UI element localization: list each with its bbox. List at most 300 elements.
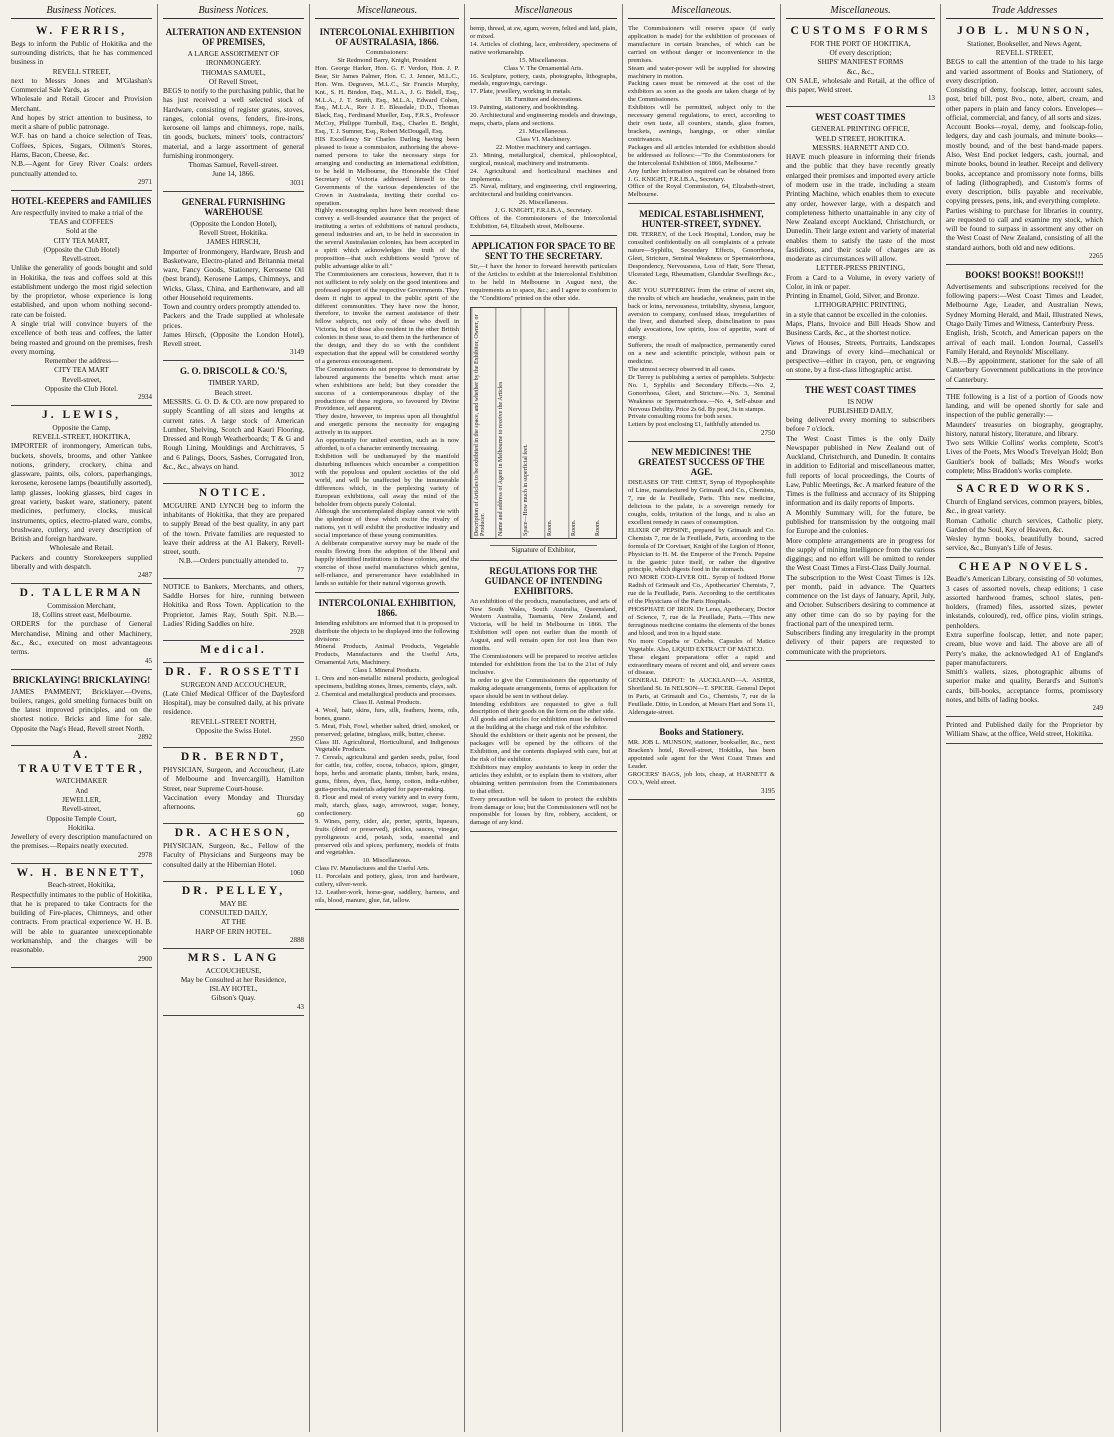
ad-title: DR. BERNDT, <box>180 751 287 764</box>
form-column: Room. <box>544 308 568 538</box>
ad-text: 17. Plate, jewellery, working in metals. <box>470 88 572 96</box>
ad-text: MCGUIRE AND LYNCH beg to inform the inhabitants of Hokitika, that they are prepared to supply Bread of the best quality, in any part of the town. Private families are requested to leave their address at the A1 Bakery, Revell-street, south. <box>163 500 304 557</box>
ad-text: 5. Meat, Fish, Fowl, whether salted, dried, smoked, or preserved; gelatine, isinglass, milk, butter, cheese. <box>315 722 459 738</box>
ad-number: 2950 <box>290 735 304 744</box>
ad-title: BRICKLAYING! BRICKLAYING! <box>12 674 151 685</box>
ad-text: Revell-street. <box>61 254 102 264</box>
ad-text: Extra superfine foolscap, letter, and note paper; cream, blue wove and laid. The above are all of Perry's make, the acknowledged A1 of England's paper manufacturers. <box>946 630 1103 667</box>
ad-text: THOMAS SAMUEL, <box>201 67 266 77</box>
ad-text: CITY TEA MART, <box>53 235 110 245</box>
ad-title: CUSTOMS FORMS <box>790 25 931 37</box>
column-4 <box>465 4 623 1432</box>
advertisement <box>470 22 617 236</box>
advertisement <box>163 579 304 641</box>
ad-title: Books and Stationery. <box>659 726 744 737</box>
ad-text: Letters by post enclosing £1, faithfully attended to. <box>628 421 761 429</box>
advertisement <box>163 22 304 192</box>
ad-text: NO MORE COD-LIVER OIL. Syrup of Iodized Horse Radish of Grimault and Co., Apothecaries' Chemists, 7, rue de la Feuillade, Paris. According to the certificates of the Physicians of the Paris Hospitals. <box>628 574 775 606</box>
column-6 <box>781 4 941 1432</box>
ad-text: ISLAY HOTEL, <box>209 984 258 994</box>
advertisement <box>163 361 304 484</box>
ad-text: REVELL STREET, <box>52 66 111 76</box>
ad-text: Gibson's Quay. <box>211 993 256 1003</box>
ad-text: DR. TERREY, of the Lock Hospital, London, may be consulted confidentially on all complaints of a private nature—Syphilis, Secondary Effects, Gonorrhoea, Gleet, Stricture, Seminal Weakness or Spermatorrhoea, Despondency, Nervousness, Loss of Hair, Sore Throat, Ulcerated Legs, Rheumatism, Glandular Swellings &c., &c. <box>628 231 775 286</box>
ad-text: An opportunity for united exertion, such as is now afforded, is of a character eminently increasing. <box>315 437 459 453</box>
ad-title: NOTICE. <box>198 487 269 500</box>
ad-title: W. H. BENNETT, <box>16 866 147 879</box>
ad-text: (Opposite the Club Hotel) <box>43 244 120 254</box>
ad-text: in a style that cannot be excelled in the colonies. <box>786 309 928 319</box>
ad-text: JAMES PAMMENT, Bricklayer.—Ovens, boilers, ranges, gold smelting furnaces built on the latest improved principles, and on the shortest notice. Bricks and lime for sale. Opposite the Nag's Head, Revell street North. <box>11 686 152 733</box>
ad-text: Respectfully intimates to the public of Hokitika, that he is prepared to take Contracts for the building of Fire-places, Chimneys, and other contracts. From practical experience W. H. B. will be able to guarantee unexceptionable workmanship, and the charges will be reasonable. <box>11 889 152 955</box>
ad-title: DR. PELLEY, <box>181 884 286 897</box>
advertisement <box>11 584 152 669</box>
ad-text: The subscription to the West Coast Times is 12s. per month, paid in advance. The Quarters commence on the 1st days of January, April, July, and October. Subscribers desiring to commence at any other time can do so by paying for the fractional part of the unexpired term. <box>786 572 935 628</box>
ad-text: being delivered every morning to subscribers before 7 o'clock. <box>786 415 935 434</box>
ad-text: Subscribers finding any irregularity in the prompt delivery of their papers are requested to communicate with the proprietors. <box>786 628 935 656</box>
ad-text: More complete arrangements are in progress for the supply of mining intelligence from the various diggings; and no effort will be omitted to render the West Coast Times a First-Class Daily Journal. <box>786 535 935 573</box>
advertisement <box>11 22 152 191</box>
ad-text: Class I. Mineral Products. <box>353 667 421 675</box>
ad-title: MRS. LANG <box>187 951 280 964</box>
advertisement <box>315 593 459 910</box>
ad-text: W.F. has on hand a choice selection of Teas, Coffees, Spices, Sugars, Oilmen's Stores, Hams, Bacon, Cheese, &c. <box>11 131 152 159</box>
ad-title: CHEAP NOVELS. <box>958 560 1091 573</box>
advertisement <box>628 442 775 722</box>
ad-text: BEGS to call the attention of the trade to his large and varied assortment of Books and Stationery, of every description. <box>946 57 1103 85</box>
ad-text: JAMES HIRSCH, <box>206 237 261 247</box>
column-header: Trade Addresses <box>946 4 1103 19</box>
ad-number: 2928 <box>290 628 304 637</box>
ad-text: PHYSICIAN, Surgeon, and Accoucheur, (Late of Melbourne and Invercargill), Hamilton Street, near Supreme Court-house. <box>163 765 304 793</box>
advertisement <box>628 22 775 204</box>
signature-line: Signature of Exhibitor, <box>490 545 597 554</box>
ad-text: Remember the address— <box>44 356 119 366</box>
ad-text: An exhibition of the products, manufactures, and arts of New South Wales, South Australia, Queensland, Western Australia, Tasmania, New Zealand, and Victoria, will be held in Melbourne in 1866. The Exhibition will open not earlier than the month of August, and will remain open for not less than two months. <box>470 597 617 653</box>
ad-number: 77 <box>297 565 304 574</box>
ad-title: W. FERRIS, <box>35 25 128 37</box>
ad-text: Offices of the Commissioners of the Intercolonial Exhibition, 64, Elizabeth street, Melbourne. <box>470 215 617 231</box>
ad-text: Begs to inform the Public of Hokitika and the surrounding districts, that he has commenced business in <box>11 38 152 67</box>
ad-number: 2900 <box>138 954 152 963</box>
ad-text: Revell Street, Hokitika. <box>199 227 268 237</box>
ad-text: Packers and the Trade supplied at wholesale prices. <box>163 311 304 330</box>
ad-text: HIS Excellency Sir Charles Darling having been pleased to issue a commission, authorising the above-named persons to take the necessary steps for arranging and conducting an international exhibition, to be held in Melbourne, the Honorable the Chief Secretary of Victoria addressed himself to the Governments of the various dependencies of the Crown in Australasia, inviting their cordial co-operation. <box>315 136 459 207</box>
advertisement <box>11 864 152 968</box>
ad-text: DISEASES OF THE CHEST, Syrup of Hypophosphite of Lime, manufactured by Grimault and Co., Chemists, 7, rue de la Feuillade, Paris. This new medicine, delicious to the palate, is a sovereign remedy for coughs, colds, irritation of the lungs, and is also an excellent remedy in cases of consumption. <box>628 479 775 526</box>
advertisement <box>786 380 935 661</box>
ad-number: 3012 <box>290 471 304 480</box>
ad-text: IMPORTER of ironmongery, American tubs, buckets, shovels, brooms, and other Yankee notions, grindery, crockery, china and glassware, paints, oils, colors, paperhangings, kerosene, kerosene lamps (beautifully assorted), lamp glasses, looking glasses, bird cages in great variety, basket ware, stationery, patent medicines, perfumery, clocks, musical instruments, optics, electro-plated ware, combs, brushware, cutlery, and every description of British and foreign hardware. <box>11 441 152 544</box>
ad-text: BEGS to notify to the purchasing public, that he has just received a well selected stock of Hardware, consisting of register grates, stoves, ranges, colonial ovens, fenders, fire-irons, kerosene oil lamps and chimneys, rope, nails, tin goods, buckets, miners' tools, contractors' material, and a large assortment of general furnishing ironmongery. <box>163 86 304 160</box>
ad-text: Importer of Ironmongery, Hardware, Brush and Basketware, Electro-plated and Britannia metal ware, Fancy Goods, Stationery, Kerosene Oil (best brand), Kerosene Lamps, Chimneys, and Wicks, Glass, China, and Earthenware, and all other Household requirements. <box>163 246 304 302</box>
ad-text: Town and country orders promptly attended to. <box>163 302 301 312</box>
ad-text: JEWELLER, <box>62 794 101 804</box>
ad-text: Maunders' treasuries on biography, geography, history, natural history, literature, and library. <box>946 419 1103 438</box>
ad-title: MEDICAL ESTABLISHMENT, HUNTER-STREET, SYDNEY. <box>639 209 764 230</box>
ad-text: ELIXIR OF PEPSINE, prepared by Grimault and Co. Chemists 7, rue de la Feuillade, Paris, according to the formula of Dr Corvisart, Knight of the Legion of Honor, Physician to H. M. the Emperor of the French. Pepsine is the gastric juice itself, or rather the digestive principle, which digests food in the stomach. <box>628 526 775 574</box>
ad-title: Medical. <box>200 644 267 657</box>
ad-number: 3195 <box>761 786 775 795</box>
advertisement <box>470 561 617 833</box>
ad-text: ACCOUCHEUSE, <box>205 965 262 975</box>
advertisement <box>163 949 304 1016</box>
ad-text: MESSRS. G. O. D. & CO. are now prepared to supply Scantling of all sizes and lengths at current rates. A large stock of American Lumber, Shelving, Scotch and Kauri Flooring, Dressed and Rough Weatherboards; T & G and Rough Lining, Mouldings and Architraves, 5 and 6 Palings, Doors, Sashes, Corrugated Iron, &c., &c., always on hand. <box>163 396 304 471</box>
ad-text: Revell-street, <box>61 374 102 384</box>
ad-text: A single trial will convince buyers of the excellence of both teas and coffees, the latter being roasted and ground on the premises, fresh every morning. <box>11 318 152 356</box>
advertisement <box>628 722 775 800</box>
ad-text: Private consulting rooms for both sexes. <box>628 413 733 421</box>
advertisement <box>163 663 304 748</box>
advertisement <box>946 22 1103 265</box>
advertisement <box>315 22 459 593</box>
advertisement <box>11 746 152 864</box>
ad-text: Maps, Plans, Invoice and Bill Heads Show and Business Cards, &c., at the shortest notice. <box>786 318 935 338</box>
ad-number: 2487 <box>138 571 152 580</box>
ad-title: APPLICATION FOR SPACE TO BE SENT TO THE SECRETARY. <box>471 240 616 261</box>
advertisement <box>11 670 152 746</box>
ad-text: 18. Furniture and decorations. <box>504 96 583 104</box>
ad-text: And hopes by strict attention to business, to merit a share of public patronage. <box>11 112 152 132</box>
ad-text: May be Consulted at her Residence, <box>180 974 287 984</box>
ad-title: DR. ACHESON, <box>174 827 293 840</box>
ad-text: &c., &c., <box>847 66 874 76</box>
application-form-table <box>470 307 617 539</box>
ad-text: PUBLISHED DAILY, <box>828 405 893 415</box>
ad-text: Office of the Royal Commission, 64, Elizabeth-street, Melbourne. <box>628 183 775 199</box>
ad-text: Beadle's American Library, consisting of 50 volumes, 3 cases of assorted novels, cheap editions; 1 case assorted hardwood frames, school slates, pen-holders, (framed) files, assorted sizes, pewter inkstands, coloured), red, office pins, violin strings, penholders. <box>946 574 1103 630</box>
ad-text: SHIPS' MANIFEST FORMS <box>817 57 904 67</box>
advertisement <box>163 882 304 949</box>
ad-text: TEAS and COFFEES <box>49 217 114 227</box>
ad-text: Two sets Wilkie Collins' works complete, Scott's Lives of the Poets, Mrs Wood's Trevelyan Hold; Bon Gaultier's book of ballads; Mrs Wood's works complete; Miss Braddon's works complete. <box>946 438 1103 475</box>
ad-text: 12. Leather-work, horse-gear, saddlery, harness, and oils, blood, manure, glue, fat, tallow. <box>315 889 459 904</box>
ad-number: 45 <box>145 656 152 665</box>
form-column: Name and address of Agent in Melbourne to receive the Articles <box>495 308 519 538</box>
ad-text: THE following is a list of a portion of Goods now landing, and will be opened shortly for sale and inspection of the public generally:— <box>946 391 1103 420</box>
ad-text: Parties wishing to purchase for libraries in country, are requested to call and examine my stock, which will be found to surpass in assortment any other on the West Coast of New Zealand, consisting of all the standard authors, both old and new editions. <box>946 205 1103 252</box>
ad-text: Opposite Temple Court, <box>46 813 117 823</box>
ad-text: ORDERS for the purchase of General Merchandise, Mining and other Machinery, &c., &c., executed on most advantageous terms. <box>11 619 152 657</box>
ad-title: J. LEWIS, <box>41 409 122 422</box>
ad-text: Thomas Samuel, Revell-street. <box>188 160 279 170</box>
ad-text: HAVE much pleasure in informing their friends and the public that they have recently greatly enlarged their premises and imported every article of modern use in the trade, including a steam Printing Machine, which enables them to execute any order, however large, with a despatch and completeness hitherto unattainable in any city of New Zealand except Auckland, Christchurch, or Dunedin. Their large extent and variety of material enables them to satisfy the taste of the most fastidious, and their scale of charges are as moderate as circumstances will allow. <box>786 152 935 264</box>
ad-text: Mineral Products, Animal Products, Vegetable Products, Manufactures and the Useful Arts, Ornamental Arts, Machinery. <box>315 643 459 667</box>
ad-text: Exhibition will be undismayed by the manifold disturbing influences which encumber a competition with the populous and opulent societies of the old world, and will be unaffected by the innumerable differences which, in the perplexing variety of European exhibitions, call away the mind of the beholder from objects purely Colonial. <box>315 453 459 508</box>
ad-text: 24. Agricultural and horticultural machines and implements. <box>470 167 617 183</box>
ad-text: MR. JOB L. MUNSON, stationer, bookseller, &c., next Bracken's hotel, Revell-street, Hokitika, has been appointed sole agent for the West Coast Times and Leader. <box>628 738 775 770</box>
ad-number: 3031 <box>290 178 304 187</box>
column-2 <box>158 4 310 1432</box>
ad-text: Hokitika. <box>67 822 96 832</box>
ad-text: LITHOGRAPHIC PRINTING, <box>814 300 907 310</box>
ad-number: 60 <box>297 811 304 820</box>
ad-number: 2978 <box>138 850 152 859</box>
ad-text: The Commissioners do not propose to demonstrate by laboured arguments the benefits which must arise when exhibitions are held; but they consider the success of a contemporaneous display of the productions of these regions, so favoured by Divine Providence, self apparent. <box>315 365 459 413</box>
ad-text: 23. Mining, metallurgical, chemical, philosophical, surgical, musical, machinery and instruments. <box>470 151 617 167</box>
ad-title: D. TALLERMAN <box>19 587 144 600</box>
column-1 <box>6 4 158 1432</box>
ad-text: 2. Chemical and metallurgical products and processes. <box>315 690 457 698</box>
ad-text: FOR THE PORT OF HOKITIKA, <box>810 38 911 48</box>
advertisement <box>163 824 304 882</box>
ad-title: NEW MEDICINES! THE GREATEST SUCCESS OF THE AGE. <box>638 447 765 478</box>
ad-text: ARE YOU SUFFERING from the crime of secret sin, the results of which are headache, weakness, pain in the back or loins, nervousness, irritability, shyness, languor, aversion to company, confused ideas, irregularities of the liver, and disturbed sleep, disinclination to pass daily avocations, low spirits, loss of appetite, want of energy. <box>628 286 775 342</box>
advertisement <box>946 717 1103 744</box>
ad-text: Views of Houses, Streets, Portraits, Landscapes and Drawings of every kind—mechanical or perspective—either in crayon, pen, or engraving on stone, by a first-class lithographic artist. <box>786 337 935 375</box>
column-header: Miscellaneous. <box>315 4 459 19</box>
ad-text: Wesley hymn books, beautifully bound, sacred service, &c., Bunyan's Life of Jesus. <box>946 534 1103 553</box>
ad-text: Are respectfully invited to make a trial of the <box>11 207 143 217</box>
ad-text: Class IV. Manufactures and the Useful Arts. <box>315 865 430 873</box>
ad-text: Every precaution will be taken to protect the exhibits from damage or loss; but the Commissioners will not be responsible for losses by fire, robbery, accident, or damage of any kind. <box>470 795 617 827</box>
ad-text: 4. Wool, hair, skins, furs, silk, feathers, horns, oils, bones, guano. <box>315 706 459 722</box>
ad-text: 10. Miscellaneous. <box>362 857 412 865</box>
ad-text: HARP OF ERIN HOTEL. <box>195 926 272 936</box>
ad-text: REVELL-STREET, HOKITIKA, <box>32 432 131 442</box>
ad-text: Opposite the Camp, <box>52 422 111 432</box>
column-5 <box>623 4 781 1432</box>
ad-text: 22. Motive machinery and carriages. <box>495 143 592 151</box>
ad-text: Jewellery of every description manufactured on the premises.—Repairs neatly executed. <box>11 832 152 851</box>
ad-title: DR. F. ROSSETTI <box>165 665 302 678</box>
ad-text: GROCERS' BAGS, job lots, cheap, at HARNETT & CO.'s, Weld street. <box>628 770 775 786</box>
ad-text: PHOSPHATE OF IRON. Dr Leras, Apothecary, Doctor of Science, 7, rue de la Feuillade, Paris.—This new ferruginous medicine contains the elements of the bones and blood, and iron in a liquid state. <box>628 606 775 637</box>
ad-text: No more Copaiba or Cubebs. Capsules of Matico Vegetable. Also, LIQUID EXTRACT OF MATICO. <box>628 637 775 653</box>
ad-text: AT THE <box>221 917 246 927</box>
ad-text: Class VI. Machinery. <box>515 135 572 143</box>
ad-text: Beach street. <box>214 387 253 397</box>
ad-title: JOB L. MUNSON, <box>957 25 1092 37</box>
ad-text: Although the uncontemplated display cannot vie with the splendour of those which excite the rivalry of nations, yet it will exhibit the productive industry and social importance of these young communities. <box>315 508 459 540</box>
ad-title: HOTEL-KEEPERS and FAMILIES <box>11 195 152 206</box>
ad-text: Sold at the <box>65 226 98 236</box>
advertisement <box>163 192 304 362</box>
ad-text: Packers and country Storekeepers supplied liberally and with despatch. <box>11 552 152 571</box>
ad-text: Vaccination every Monday and Thursday afternoons. <box>163 792 304 812</box>
advertisement <box>946 480 1103 557</box>
ad-text: The Commissioners are conscious, however, that it is not sufficient to rely solely on the good intentions and professed support of the respective Governments. They deem it right to appeal to the public spirit of the different communities. They have now the honor, therefore, to invoke the earnest assistance of their fellow subjects, not only of those who dwell in Victoria, but of those also resident in the other British colonies in these seas, to aid them in the furtherance of the design, and they do so with the confident expectation that the appeal will be considered worthy of a generous encouragement. <box>315 270 459 365</box>
advertisement <box>946 265 1103 389</box>
ad-text: They desire, however, to impress upon all thoughtful and energetic persons the necessity for engaging actively in its support. <box>315 413 459 437</box>
ad-text: 11. Porcelain and pottery, glass, iron and hardware, cutlery, silver-work. <box>315 873 459 889</box>
ad-text: James Hirsch, (Opposite the London Hotel), Revell street. <box>163 329 304 349</box>
ad-title: INTERCOLONIAL EXHIBITION OF AUSTRALASIA, 1866. <box>319 27 455 47</box>
column-header: Business Notices. <box>163 4 304 19</box>
ad-title: SACRED WORKS. <box>956 483 1093 496</box>
ad-text: Beach-street, Hokitika, <box>47 880 116 890</box>
ad-text: next to Messrs Jones and M'Glashan's Commercial Sale Yards, as <box>11 75 152 95</box>
column-header: Miscellaneous. <box>628 4 775 19</box>
ad-text: Dr Terrey is publishing a series of pamphlets. Subjects: No. 1, Syphilis and Secondary Effects.—No. 2, Gonorrhoea, Gleet, and Stricture.—No. 3, Seminal Weakness or Spermatorrhoea.—No. 4, Self-abuse and Nervous Debility. Price 2s 6d. By post, 3s in stamps. <box>628 373 775 413</box>
ad-text: Advertisements and subscriptions received for the following papers:—West Coast Times and Leader, Melbourne Age, Leader, and Australian News, Sydney Morning Herald, and Mail, Illustrated News, Otago Daily Times and Witness, Canterbury Press. <box>946 281 1103 328</box>
ad-number: 2888 <box>290 935 304 944</box>
ad-text: REVELL-STREET NORTH, <box>190 716 277 726</box>
ad-text: 19. Painting, stationery, and bookbinding. <box>470 104 579 112</box>
ad-text: Sufferers, the result of malpractice, permanently cured on a new and scientific principle, without pain or medicine. <box>628 342 775 366</box>
ad-text: CITY TEA MART <box>54 365 109 375</box>
ad-number: 2971 <box>138 177 152 186</box>
column-header: Miscellaneous <box>470 4 617 19</box>
ad-number: 13 <box>928 94 935 103</box>
ad-text: Intending exhibitors are requested to give a full description of their goods on the form on the other side. <box>470 700 617 716</box>
ad-text: PHYSICIAN, Surgeon, &c., Fellow of the Faculty of Physicians and Surgeons may be consulted daily at the Hibernian Hotel. <box>163 841 304 869</box>
ad-number: 43 <box>297 1002 304 1011</box>
ad-number: 1060 <box>290 868 304 877</box>
ad-text: Opposite the Swiss Hotel. <box>195 726 272 735</box>
advertisement <box>786 22 935 107</box>
ad-text: 18, Collins street east, Melbourne. <box>31 610 132 620</box>
ad-text: 8. Flour and meal of every variety and in every form, malt, starch, glass, sago, arrowroot, sugar, honey, confectionery. <box>315 793 459 817</box>
ad-text: LETTER-PRESS PRINTING, <box>816 263 905 273</box>
ad-text: Any further information required can be obtained from J. G. KNIGHT, F.R.I.B.A., Secretary. <box>628 167 775 183</box>
form-column: Room. <box>568 308 592 538</box>
ad-text: Wholesale and Retail. <box>49 543 114 553</box>
ad-text: GENERAL PRINTING OFFICE, <box>811 124 910 134</box>
advertisement <box>946 558 1103 718</box>
ad-text: Printing in Enamel, Gold, Silver, and Bronze. <box>786 291 920 301</box>
ad-text: In order to give the Commissioners the opportunity of making adequate arrangements, forms of application for space should be sent in without delay. <box>470 676 617 700</box>
ad-text: Smith's wallets, sizes, photographic albums of superior make and quality, Berard's and Sutton's cards, bill-books, acceptance forms, promissory notes, and bills of lading books. <box>946 667 1103 704</box>
ad-text: Unlike the generality of goods bought and sold in Hokitika, the teas and coffees sold at this establishment undergo the most rigid selection by the proprietor, whose experience is long established, and upon whom nothing second-rate can be foisted. <box>11 263 152 319</box>
ad-text: The Commissioners will be prepared to receive articles intended for exhibition from the 1st to the 21st of July inclusive. <box>470 653 617 676</box>
ad-text: Commission Merchant, <box>47 600 116 610</box>
ad-text: Class III. Agricultural, Horticultural, and Indigenous Vegetable Products. <box>315 738 459 754</box>
ad-text: N.B.—By appointment, stationer for the sale of all Canterbury Government publications in the province of Canterbury. <box>946 356 1103 384</box>
ad-text: And <box>75 785 88 795</box>
advertisement <box>163 641 304 663</box>
ad-text: Stationer, Bookseller, and News Agent, <box>967 38 1082 48</box>
column-3 <box>310 4 465 1432</box>
ad-title: G. O. DRISCOLL & CO.'S, <box>179 366 288 377</box>
ad-text: Should the exhibitors or their agents not be present, the packages will be opened by the officers of the Exhibition, and the contents displayed with care, but at the risk of the exhibitor. <box>470 732 617 764</box>
form-column: Room. <box>594 519 601 536</box>
ad-text: Class II. Animal Products. <box>352 698 422 706</box>
ad-text: Packing cases must be removed at the cost of the exhibitors as soon as the goods are taken charge of by the Commissioners. <box>628 80 775 104</box>
advertisement <box>628 204 775 442</box>
ad-text: A Monthly Summary will, for the future, be published for transmission by the outgoing mail for Europe and the colonies. <box>786 507 935 536</box>
ad-text: June 14, 1866. <box>212 169 255 179</box>
ad-title: A. TRAUTVETTER, <box>18 748 145 775</box>
ad-text: N.B.—Agent for Grey River Coals: orders punctually attended to. <box>11 159 152 178</box>
ad-text: 25. Naval, military, and engineering, civil engineering, architectural and building contrivances. <box>470 183 617 199</box>
ad-text: Highly encouraging replies have been received: these convey a well-founded assurance that the project of instituting a series of exhibitions of natural products, general industries and art, to be held in succession in the several Australasian colonies, has been accepted in a spirit which acknowledges the truth of the proposition—that such exhibitions would "prove of public advantage alike to all." <box>315 207 459 270</box>
ad-title: BOOKS! BOOKS!! BOOKS!!! <box>965 269 1084 280</box>
ad-text: TIMBER YARD, <box>208 378 259 388</box>
ad-text: (Late Chief Medical Officer of the Daylesford Hospital), may be consulted daily, at his private residence. <box>163 688 304 717</box>
ad-text: Printed and Published daily for the Proprietor by William Shaw, at the office, Weld street, Hokitika. <box>946 720 1103 739</box>
ad-text: Intending exhibitors are informed that it is proposed to distribute the objects to be displayed into the following divisions: <box>315 619 459 643</box>
ad-text: Consisting of demy, foolscap, letter, account sales, post, brief bill, post 8vo., note, albert, cream, and other papers in plain and fancy colors. Envelopes—official, commercial, and fancy, of all sorts and sizes. <box>946 85 1103 122</box>
ad-text: From a Card to a Volume, in every variety of Color, in ink or paper. <box>786 272 935 291</box>
ad-text: hemp, thread, at sw, agum, woven, felted and laid, plain, or mixed. <box>470 25 617 40</box>
ad-text: The Commissioners will reserve space (if early application is made) for the exhibition of processes of manufacture in certain branches, of which can be carried on without danger or inconvenience in the premises. <box>628 25 775 64</box>
ad-title: GENERAL FURNISHING WAREHOUSE <box>181 196 286 217</box>
ad-number: 2892 <box>138 732 152 741</box>
ad-text: 15. Miscellaneous. <box>519 56 568 64</box>
ad-text: Of every description; <box>829 48 892 58</box>
ad-text: N.B.—Orders punctually attended to. <box>178 556 289 566</box>
ad-text: CONSULTED DAILY, <box>199 908 268 918</box>
ad-number: 2265 <box>1089 251 1103 260</box>
advertisement <box>163 484 304 579</box>
ad-text: Exhibitors will be permitted, subject only to the necessary general regulations, to erect, according to their own taste, all counters, stands, glass frames, brackets, awnings, hangings, or other similar contrivances. <box>628 104 775 143</box>
column-header: Miscellaneous. <box>786 4 935 19</box>
ad-text: MESSRS. HARNETT AND CO. <box>812 142 909 152</box>
ad-text: Sir Redmond Barry, Knight, President <box>337 56 437 64</box>
ad-text: Account Books—royal, demy, and foolscap-folio, ledgers, day and cash journals, and minute books—mostly bound, and of the best hand-made papers. Also, West End pocket ledgers, cash, journal, and minute books, bound in leather. Receipt and delivery books, acceptance and promissory note forms, bills of lading (lithographed), and Custom's forms of every description, bills payable and receivable, copying presses, pens, ink, and everything complete. <box>946 122 1103 206</box>
ad-text: Of Revell Street, <box>208 76 259 86</box>
ad-text: Church of England services, common prayers, bibles, &c., in great variety. <box>946 497 1103 516</box>
ad-text: The West Coast Times is the only Daily Newspaper published in New Zealand out of Auckland, Christchurch, and Dunedin. It contains in addition to Editorial and miscellaneous matter, full reports of local proceedings, the Courts of Law, Public Meetings, &c. A marked feature of the Times is the fullness and accuracy of its Shipping information and its daily reports of Imports. <box>786 433 935 508</box>
ad-text: Packages and all articles intended for exhibition should be addressed as follows:—"To the Commissioners for the Intercolonial Exhibition of 1866, Melbourne." <box>628 143 775 167</box>
ad-text: A deliberate comparative survey may be made of the results flowing from the adoption of the liberal and happily identified institutions in these colonies, and the exercise of those useful manufactures which genius, self-reliance, and perseverance have established in lands so suitable for their natural vigorous growth. <box>315 540 459 587</box>
ad-text: English, Irish, Scotch, and American papers on the arrival of each mail. London Journal, Cassell's Family Herald, and Reynolds' Miscellany. <box>946 328 1103 356</box>
ad-title: ALTERATION AND EXTENSION OF PREMISES, <box>165 27 302 47</box>
ad-text: 20. Architectural and engineering models and drawings, maps, charts, plans and sections. <box>470 112 617 128</box>
ad-text: J. G. KNIGHT, F.R.I.B.A., Secretary. <box>494 207 593 215</box>
ad-text: 1. Ores and non-metallic mineral products, geological specimens, building stones, limes, cements, clays, salt. <box>315 675 459 691</box>
ad-text: 26. Miscellaneous. <box>519 199 568 207</box>
advertisement <box>470 236 617 561</box>
ad-text: WATCHMAKER <box>55 776 108 786</box>
ad-text: Sir,—I have the honor to forward herewith particulars of the Articles to exhibit at the Intercolonial Exhibition to be held in Melbourne in August next, the requirements as to space, &c.; and I agree to conform to the "Conditions" printed on the other side. <box>470 262 617 302</box>
ad-text: Revell-street, <box>61 804 102 814</box>
ad-text: NOTICE to Bankers, Merchants, and others, Saddle Horses for hire, running between Hokitika and Ross Town. Application to the Proprietor, James Ray, South Spit. N.B.—Ladies' Riding Saddles on hire. <box>163 581 304 628</box>
form-column: Description of Articles to be exhibited in the space, and whether by the Exhibitor, Owner, or Producer. <box>471 308 495 538</box>
ad-text: A LARGE ASSORTMENT OF IRONMONGERY. <box>187 49 280 68</box>
ad-text: MAY BE <box>219 898 248 908</box>
ad-text: ON SALE, wholesale and Retail, at the office of this paper, Weld street. <box>786 75 935 95</box>
ad-text: GENERAL DEPOT: In AUCKLAND—A. ASHER, Shortland St. In NELSON—T. SPICER. General Depot in Paris, at Grimault and Co., Chemists, 7, rue de la Feuillade. Ditto, in London, at Messrs Hart and Sons 11, Aldersgate-street. <box>628 677 775 717</box>
ad-number: 2750 <box>761 429 775 438</box>
advertisement <box>11 406 152 584</box>
advertisement <box>786 107 935 379</box>
ad-text: Opposite the Club Hotel. <box>45 383 118 393</box>
newspaper-page <box>6 4 1108 1432</box>
ad-title: INTERCOLONIAL EXHIBITION, 1866. <box>318 597 456 618</box>
ad-text: REVELL STREET, <box>995 48 1054 58</box>
advertisement <box>163 748 304 824</box>
ad-text: These elegant preparations offer a rapid and extraordinary means of recent and old, and severe cases of disease. <box>628 653 775 677</box>
ad-text: 21. Miscellaneous. <box>519 127 568 135</box>
ad-text: 16. Sculpture, pottery, casts, photographs, lithographs, medals, engravings, carvings. <box>470 72 617 88</box>
ad-text: Commissioners: <box>365 49 409 56</box>
ad-text: The utmost secrecy observed in all cases. <box>628 365 736 373</box>
ad-text: 14. Articles of clothing, lace, embroidery, specimens of native workmanship. <box>470 40 617 56</box>
ad-text: Wholesale and Retail Grocer and Provision Merchant. <box>11 94 152 113</box>
ad-text: WELD STREET, HOKITIKA. <box>815 133 906 143</box>
column-header: Business Notices. <box>11 4 152 19</box>
ad-title: THE WEST COAST TIMES <box>804 384 917 395</box>
ad-text: 9. Wines, perry, cider, ale, porter, spirits, liqueurs, fruits (dried or preserved), pickles, sauces, vinegar, pyroligneous acid, potash, soda, essential and preserved oils and spices, perfumery, models of fruits and vegetables. <box>315 817 459 857</box>
ad-text: Roman Catholic church services, Catholic piety, Garden of the Soul, Key of Heaven, &c. <box>946 515 1103 534</box>
ad-text: 7. Cereals, agricultural and garden seeds, pulse, food for cattle, tea, coffee, cocoa, tobacco, spices, ginger, hops, herbs and aromatic plants, timber, bark, resins, gums, fibres, dyes, flax, hemp, cotton, india-rubber, gutta-percha, materials adapted for paper-making. <box>315 754 459 794</box>
ad-text: All goods and articles for exhibition must be delivered at the building at the charge and risk of the exhibitor. <box>470 716 617 732</box>
form-column: Space—How much in superficial feet. <box>520 308 544 538</box>
ad-title: WEST COAST TIMES <box>815 112 906 123</box>
ad-text: (Opposite the London Hotel), <box>190 218 277 228</box>
ad-number: 3149 <box>290 348 304 357</box>
ad-text: Steam and water-power will be supplied for showing machinery in motion. <box>628 64 775 80</box>
ad-text: Class V. The Ornamental Arts. <box>503 64 584 72</box>
ad-number: 249 <box>1092 704 1103 713</box>
ad-text: IS NOW <box>847 396 874 406</box>
ad-title: REGULATIONS FOR THE GUIDANCE OF INTENDING EXHIBITORS. <box>484 565 603 596</box>
ad-text: Exhibitors may employ assistants to keep in order the articles they exhibit, or to explain them to visitors, after obtaining written permission from the Commissioners to that effect. <box>470 763 617 795</box>
advertisement <box>11 191 152 406</box>
ad-text: Hon. George Harker, Hon. G. F. Verdon, Hon. J. P. Bear, Sir James Palmer, Hon. C. J. Jenner, M.L.C., Hon. Wm. Degraves, M.L.C., Sir Francis Murphy, Knt., S. H. Bindon, Esq., M.L.A., J. G. Bidell, Esq., M.L.A., J. T. Smith, Esq., M.L.A., Edward Cohen, Esq., M.L.A., Rev J. E. Bleasdale, D.D., Thomas Black, Esq., Ferdinand Mueller, Esq., F.R.S., Professor McCoy, Philippe Turnbull, Esq., Charles E. Bright, Esq., T. J. Sumner, Esq., Robert McDougall, Esq. <box>315 64 459 136</box>
